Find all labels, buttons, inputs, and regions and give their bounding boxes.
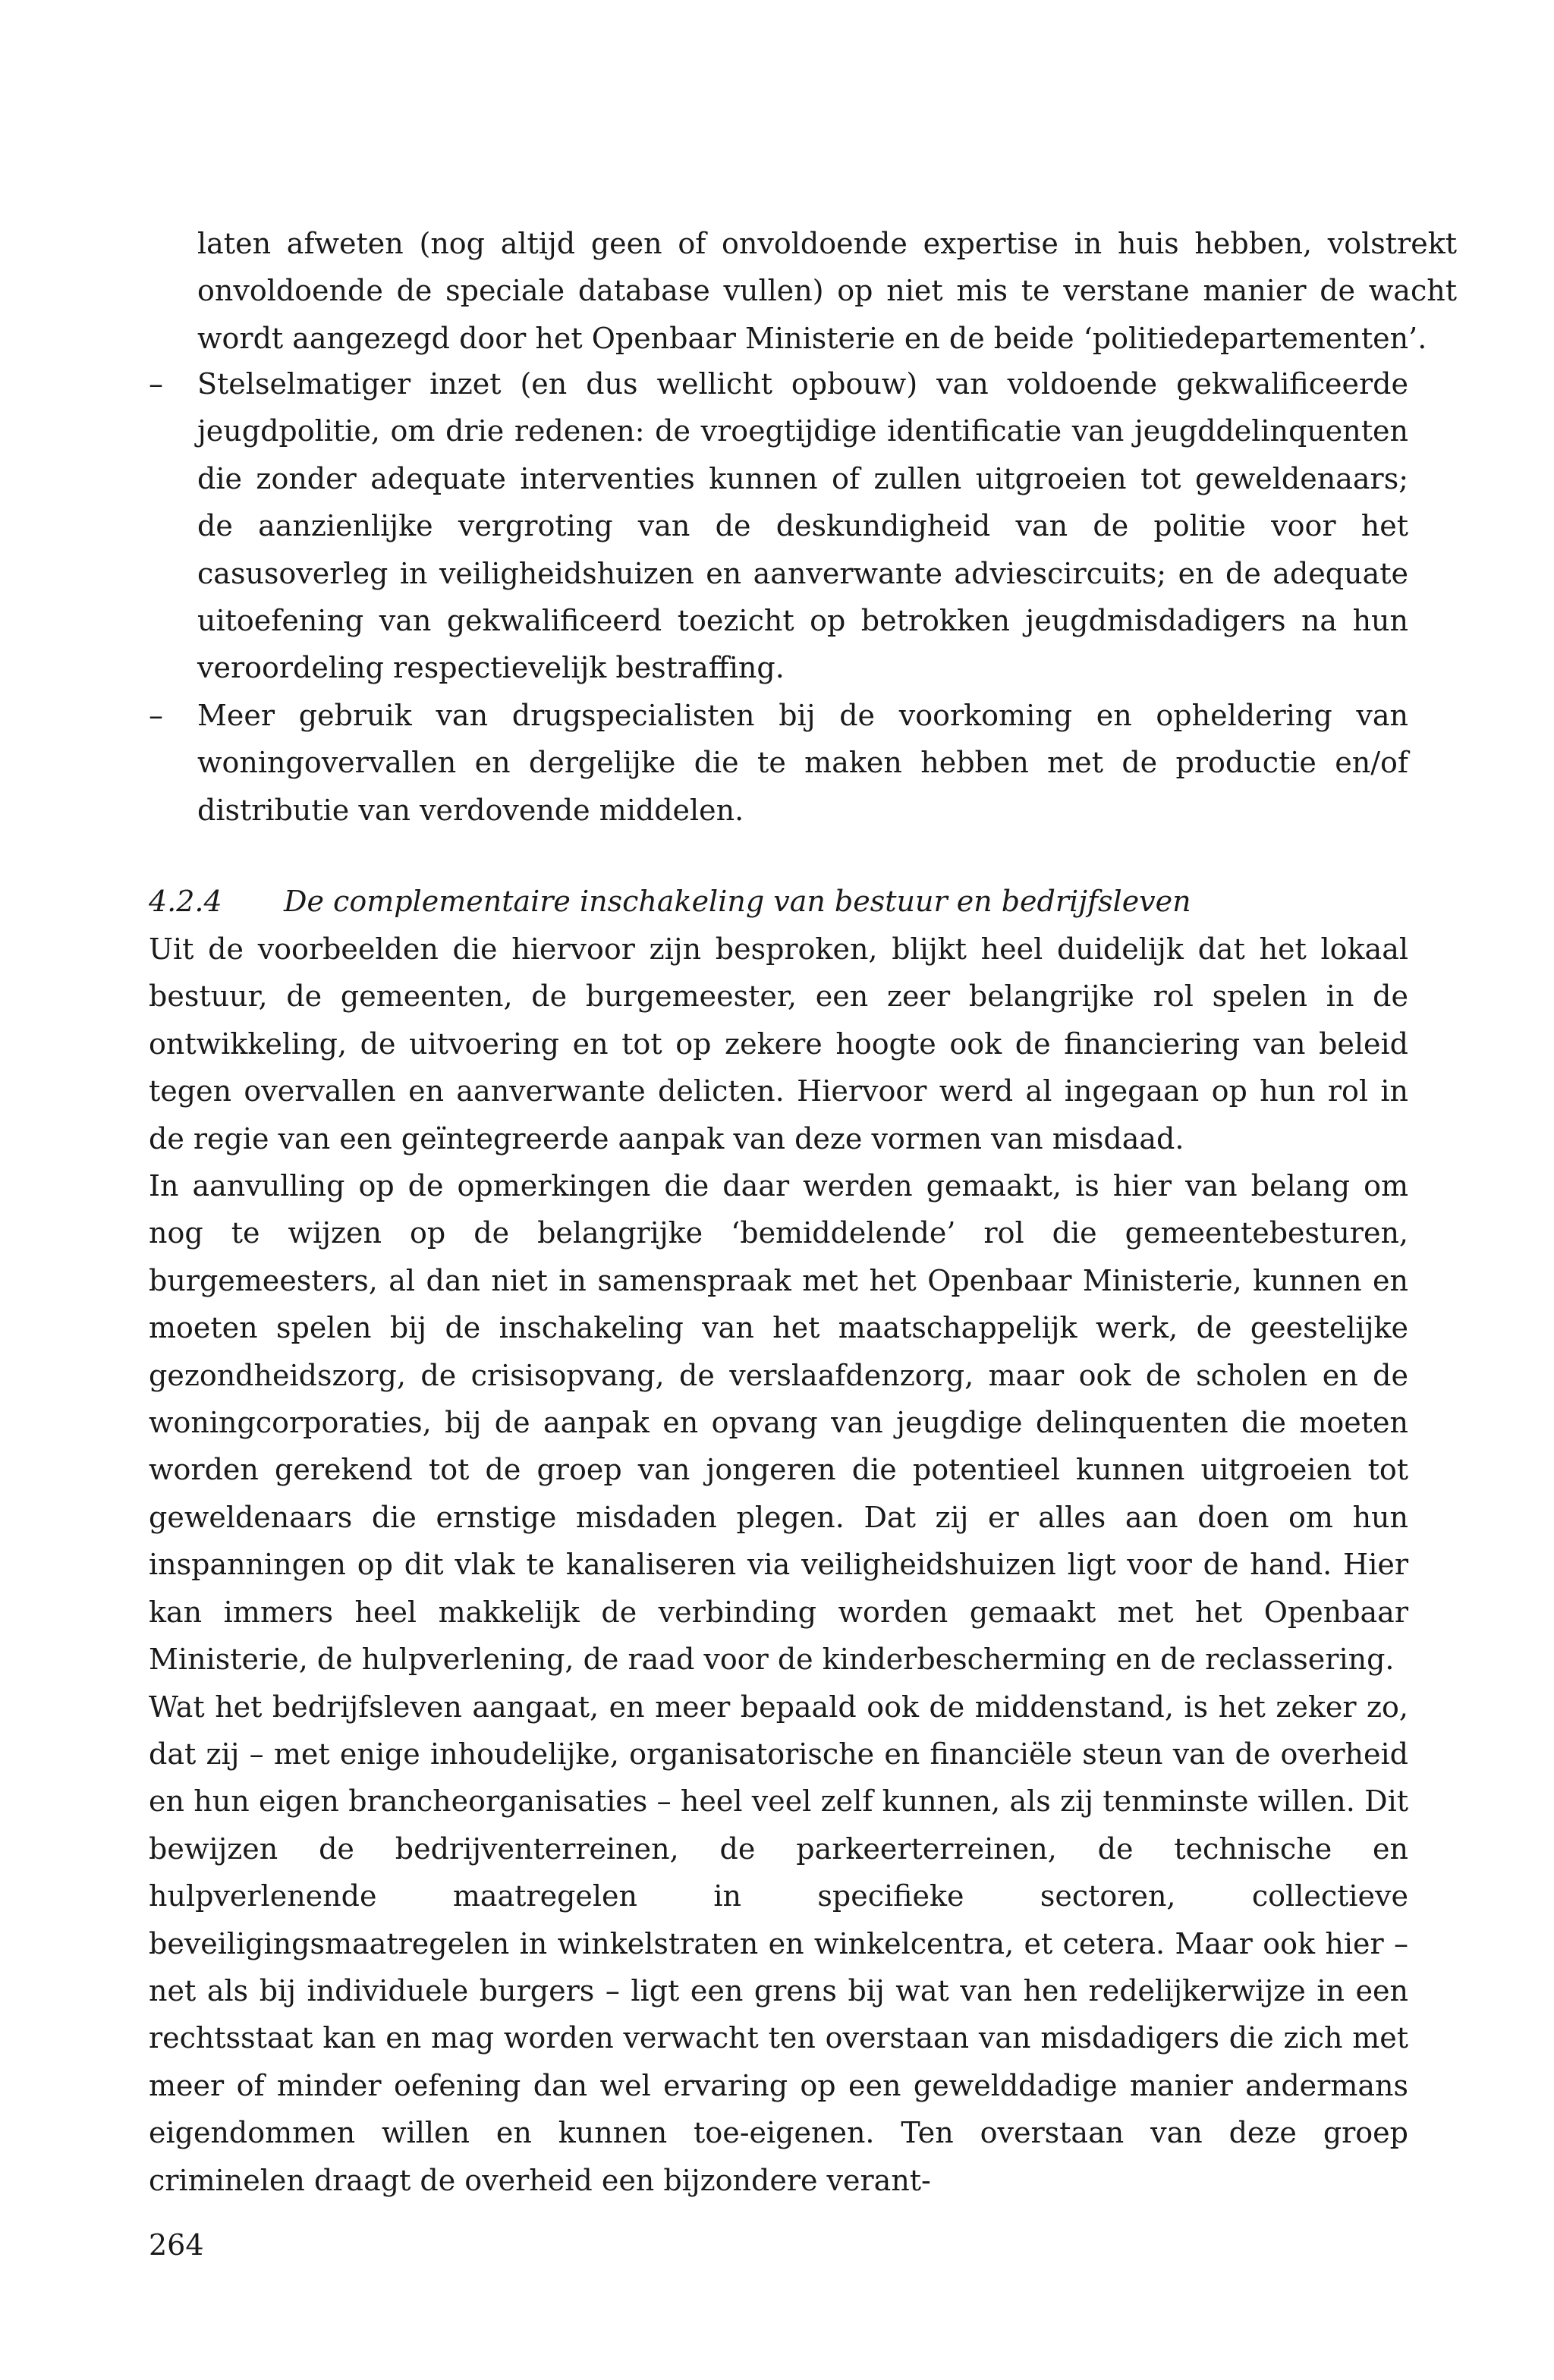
bullet-text: Stelselmatiger inzet (en dus wellicht opbouw) van voldoende gekwalificeerde jeugdpolitie, om drie redenen: de vroegtijdige identificatie van jeugddelinquenten die zonder adequate interventies kunnen of zullen uitgroeien tot geweldenaars; de aanzienlijke vergroting van de deskundigheid van de politie voor het casusoverleg in veiligheidshuizen en aanverwante adviescircuits; en de adequate uitoefening van gekwalificeerd toezicht op betrokken jeugdmisdadigers na hun veroordeling respectievelijk bestraffing. <box>197 367 1408 685</box>
bullet-item <box>149 692 1408 834</box>
section-body <box>149 926 1408 2204</box>
section-number: 4.2.4 <box>149 885 222 918</box>
bullet-list <box>149 360 1408 834</box>
continuation-paragraph: laten afweten (nog altijd geen of onvoldoende expertise in huis hebben, volstrekt onvoldoende de speciale database vullen) op niet mis te verstane manier de wacht wordt aangezegd door het Openbaar Ministerie en de beide ‘politiedepartementen’. <box>197 227 1457 355</box>
body-paragraph: In aanvulling op de opmerkingen die daar werden gemaakt, is hier van belang om nog te wijzen op de belangrijke ‘bemiddelende’ rol die gemeentebesturen, burgemeesters, al dan niet in samenspraak met het Openbaar Ministerie, kunnen en moeten spelen bij de inschakeling van het maatschappelijk werk, de geestelijke gezondheidszorg, de crisisopvang, de verslaafdenzorg, maar ook de scholen en de woningcorporaties, bij de aanpak en opvang van jeugdige delinquenten die moeten worden gerekend tot de groep van jongeren die potentieel kunnen uitgroeien tot geweldenaars die ernstige misdaden plegen. Dat zij er alles aan doen om hun inspanningen op dit vlak te kanaliseren via veiligheidshuizen ligt voor de hand. Hier kan immers heel makkelijk de verbinding worden gemaakt met het Openbaar Ministerie, de hulpverlening, de raad voor de kinderbescherming en de reclassering. <box>149 1169 1408 1677</box>
bullet-item <box>149 360 1408 692</box>
body-paragraph: Uit de voorbeelden die hiervoor zijn besproken, blijkt heel duidelijk dat het lokaal bestuur, de gemeenten, de burgemeester, een zeer belangrijke rol spelen in de ontwikkeling, de uitvoering en tot op zekere hoogte ook de financiering van beleid tegen overvallen en aanverwante delicten. Hiervoor werd al ingegaan op hun rol in de regie van een geïntegreerde aanpak van deze vormen van misdaad. <box>149 932 1408 1155</box>
bullet-text: Meer gebruik van drugspecialisten bij de voorkoming en opheldering van woningovervallen en dergelijke die te maken hebben met de productie en/of distributie van verdovende middelen. <box>197 698 1408 827</box>
bullet-dash: – <box>149 367 163 401</box>
body-paragraph: Wat het bedrijfsleven aangaat, en meer bepaald ook de middenstand, is het zeker zo, dat zij – met enige inhoudelijke, organisatorische en financiële steun van de overheid en hun eigen brancheorganisaties – heel veel zelf kunnen, als zij tenminste willen. Dit bewijzen de bedrijventerreinen, de parkeerterreinen, de technische en hulpverlenende maatregelen in specifieke sectoren, collectieve beveiligingsmaatregelen in winkelstraten en winkelcentra, et cetera. Maar ook hier – net als bij individuele burgers – ligt een grens bij wat van hen redelijkerwijze in een rechtsstaat kan en mag worden verwacht ten overstaan van misdadigers die zich met meer of minder oefening dan wel ervaring op een gewelddadige manier andermans eigendommen willen en kunnen toe-eigenen. Ten overstaan van deze groep criminelen draagt de overheid een bijzondere verant- <box>149 1690 1408 2197</box>
page-number: 264 <box>149 2228 204 2262</box>
bullet-dash: – <box>149 698 163 732</box>
section-title: De complementaire inschakeling van bestuur en bedrijfsleven <box>284 885 1191 918</box>
section-heading <box>149 878 1408 925</box>
